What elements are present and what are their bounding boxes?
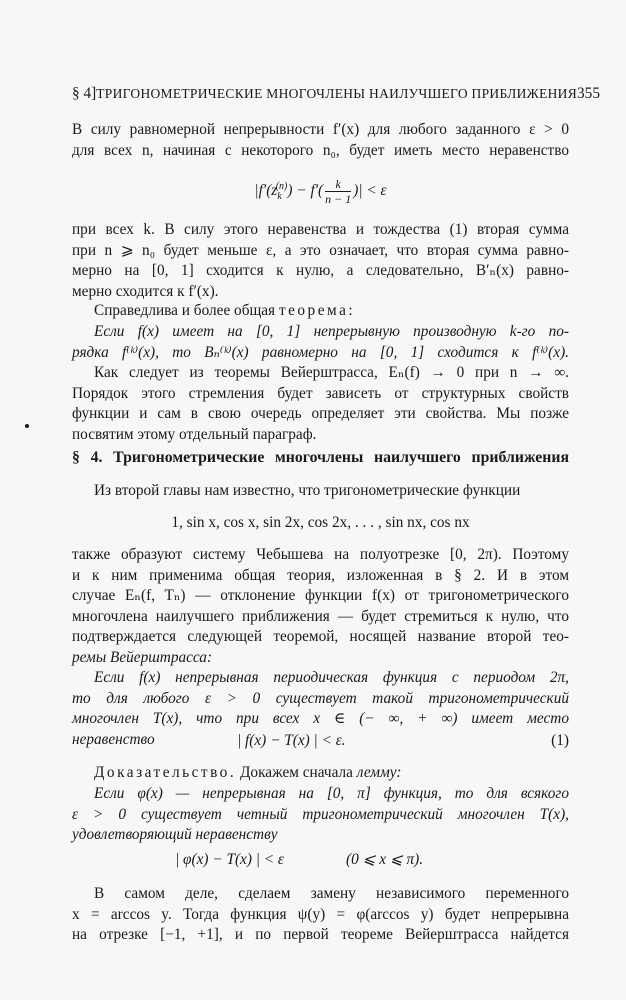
section-heading-text: § 4. Тригонометрические многочлены наилучшего приближения	[72, 449, 569, 466]
theorem-general	[72, 322, 569, 363]
text-line: функции и сам в свою очередь определяет эти свойства. Мы позже	[72, 405, 569, 422]
formula-2-expr: | f(x) − T(x) | < ε.	[237, 732, 346, 749]
text-line: мерно сходится к f′(x).	[72, 282, 219, 300]
lemma	[72, 784, 569, 846]
paragraph-3	[72, 363, 569, 445]
fraction-denominator: n − 1	[325, 192, 352, 207]
text-line: ε > 0 существует четный тригонометрический многочлен T(x),	[72, 805, 569, 823]
text-line: многочлен T(x), что при всех x ∈ (− ∞, + ∞) имеет место	[72, 710, 569, 727]
text-line: подтверждается следующей теоремой, носящей название второй тео-	[72, 628, 569, 645]
proof-text: Докажем сначала	[240, 764, 353, 781]
formula-3-condition: (0 ⩽ x ⩽ π).	[346, 851, 424, 868]
formula-3	[72, 850, 569, 871]
text-line: мерно на [0, 1] сходится к нулю, а следовательно, B′ₙ(x) равно-	[72, 262, 569, 279]
page-header	[72, 84, 600, 105]
formula-1-mid: ) − f′(	[287, 182, 324, 200]
formula-1	[72, 172, 569, 207]
margin-mark	[25, 424, 29, 428]
fraction-numerator: k	[325, 177, 351, 192]
formula-3-expr: | φ(x) − T(x) | < ε	[175, 851, 284, 868]
text-line: Как следует из теоремы Вейерштрасса, Eₙ(f) → 0 при n → ∞.	[94, 364, 569, 381]
text-line: Если f(x) непрерывная периодическая функция с периодом 2π,	[94, 669, 569, 686]
proof-intro	[72, 763, 569, 784]
text-line: при n ⩾ n₀ будет меньше ε, а это означает, что вторая сумма равно-	[72, 241, 569, 259]
text-line: то для любого ε > 0 существует такой тригонометрический	[72, 689, 569, 707]
text-line: посвятим этому отдельный параграф.	[72, 425, 317, 443]
section-heading	[72, 448, 569, 469]
text-line: x = arccos y. Тогда функция ψ(y) = φ(arccos y) будет непрерывна	[72, 905, 569, 923]
paragraph-4	[72, 481, 569, 502]
text-line: Порядок этого стремления будет зависеть от структурных свойств	[72, 384, 569, 402]
fraction	[325, 177, 351, 206]
formula-1-left: |f′(z	[254, 182, 278, 200]
theorem-intro-text: Справедлива и более общая	[94, 302, 276, 319]
header-section: § 4]	[72, 85, 97, 102]
text-line: Из второй главы нам известно, что тригонометрические функции	[94, 482, 521, 499]
formula-1-right: )| < ε	[353, 182, 387, 200]
text-line: случае Eₙ(f, Tₙ) — отклонение функции f(x) от тригонометрического	[72, 587, 569, 604]
equation-number: (1)	[551, 732, 569, 749]
text-line: удовлетворяющий неравенству	[72, 826, 278, 843]
trig-list-text: 1, sin x, cos x, sin 2x, cos 2x, . . . , sin nx, cos nx	[171, 514, 470, 531]
text-line: для всех n, начиная с некоторого n₀, будет иметь место неравенство	[72, 141, 569, 159]
text-line: и к ним применима общая теория, изложенная в § 2. И в этом	[72, 566, 569, 584]
formula-1-sub: k	[277, 191, 282, 203]
theorem-word: теорема:	[278, 302, 356, 319]
proof-word: Доказательство.	[94, 764, 237, 781]
text-line: неравенство	[72, 730, 155, 748]
text-line: при всех k. В силу этого неравенства и тождества (1) вторая сумма	[72, 221, 569, 238]
paragraph-2	[72, 220, 569, 302]
paragraph-5	[72, 545, 569, 668]
theorem-intro	[72, 301, 569, 322]
formula-1-sup: (n)	[275, 181, 288, 192]
paragraph-6	[72, 884, 569, 946]
text-line: многочлена наилучшего приближения — будет стремиться к нулю, что	[72, 607, 569, 625]
lemma-word: лемму:	[356, 764, 402, 781]
page-number: 355	[577, 85, 600, 102]
header-title: ТРИГОНОМЕТРИЧЕСКИЕ МНОГОЧЛЕНЫ НАИЛУЧШЕГО ПРИБЛИЖЕНИЯ	[96, 86, 578, 101]
text-line: рядка f⁽ᵏ⁾(x), то Bₙ⁽ᵏ⁾(x) равномерно на [0, 1] сходится к f⁽ᵏ⁾(x).	[72, 343, 569, 361]
text-line: Если φ(x) — непрерывная на [0, π] функция, то для всякого	[94, 785, 569, 802]
text-line: ремы Вейерштрасса:	[72, 648, 213, 666]
paragraph-1	[72, 120, 569, 161]
formula-2	[72, 731, 569, 752]
text-line: В силу равномерной непрерывности f′(x) для любого заданного ε > 0	[72, 121, 569, 138]
text-line: также образуют систему Чебышева на полуотрезке [0, 2π). Поэтому	[72, 546, 569, 563]
text-line: на отрезке [−1, +1], и по первой теореме Вейерштрасса найдется	[72, 926, 569, 943]
text-line: Если f(x) имеет на [0, 1] непрерывную производную k-го по-	[94, 323, 569, 340]
trig-function-list	[72, 513, 569, 534]
text-line: В самом деле, сделаем замену независимого переменного	[94, 885, 569, 902]
